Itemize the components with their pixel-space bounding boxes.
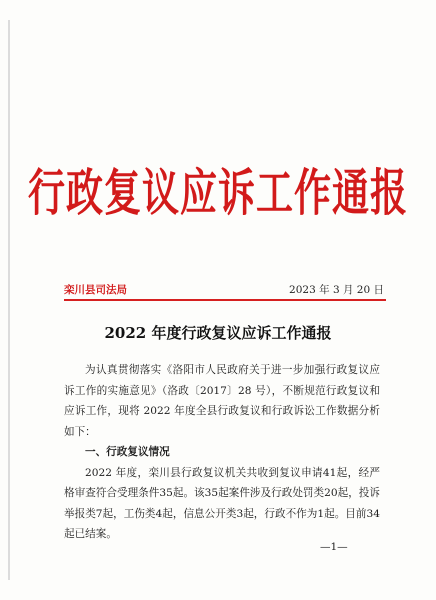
document-body — [64, 360, 380, 545]
document-title: 2022 年度行政复议应诉工作通报 — [104, 324, 332, 342]
intro-paragraph: 为认真贯彻落实《洛阳市人民政府关于进一步加强行政复议应诉工作的实施意见》（洛政〔2017〕28 号），不断规范行政复议和应诉工作，现将 2022 年度全县行政复议和行政诉讼工作数据分析如下： — [64, 364, 380, 438]
red-separator-line — [64, 299, 386, 301]
masthead-title: 行政复议应诉工作通报 — [28, 162, 408, 223]
section-paragraph: 2022 年度，栾川县行政复议机关共收到复议申请41起，经严格审查符合受理条件35起。该35起案件涉及行政处罚类20起，投诉举报类7起，工伤类4起，信息公开类3起，行政不作为1起。目前34起已结案。 — [64, 466, 380, 540]
section-heading: 一、行政复议情况 — [85, 446, 170, 458]
issuer-name: 栾川县司法局 — [64, 284, 127, 296]
page-edge-shadow — [8, 20, 10, 580]
issue-date: 2023 年 3 月 20 日 — [289, 284, 384, 296]
page-number: —1— — [320, 541, 348, 553]
